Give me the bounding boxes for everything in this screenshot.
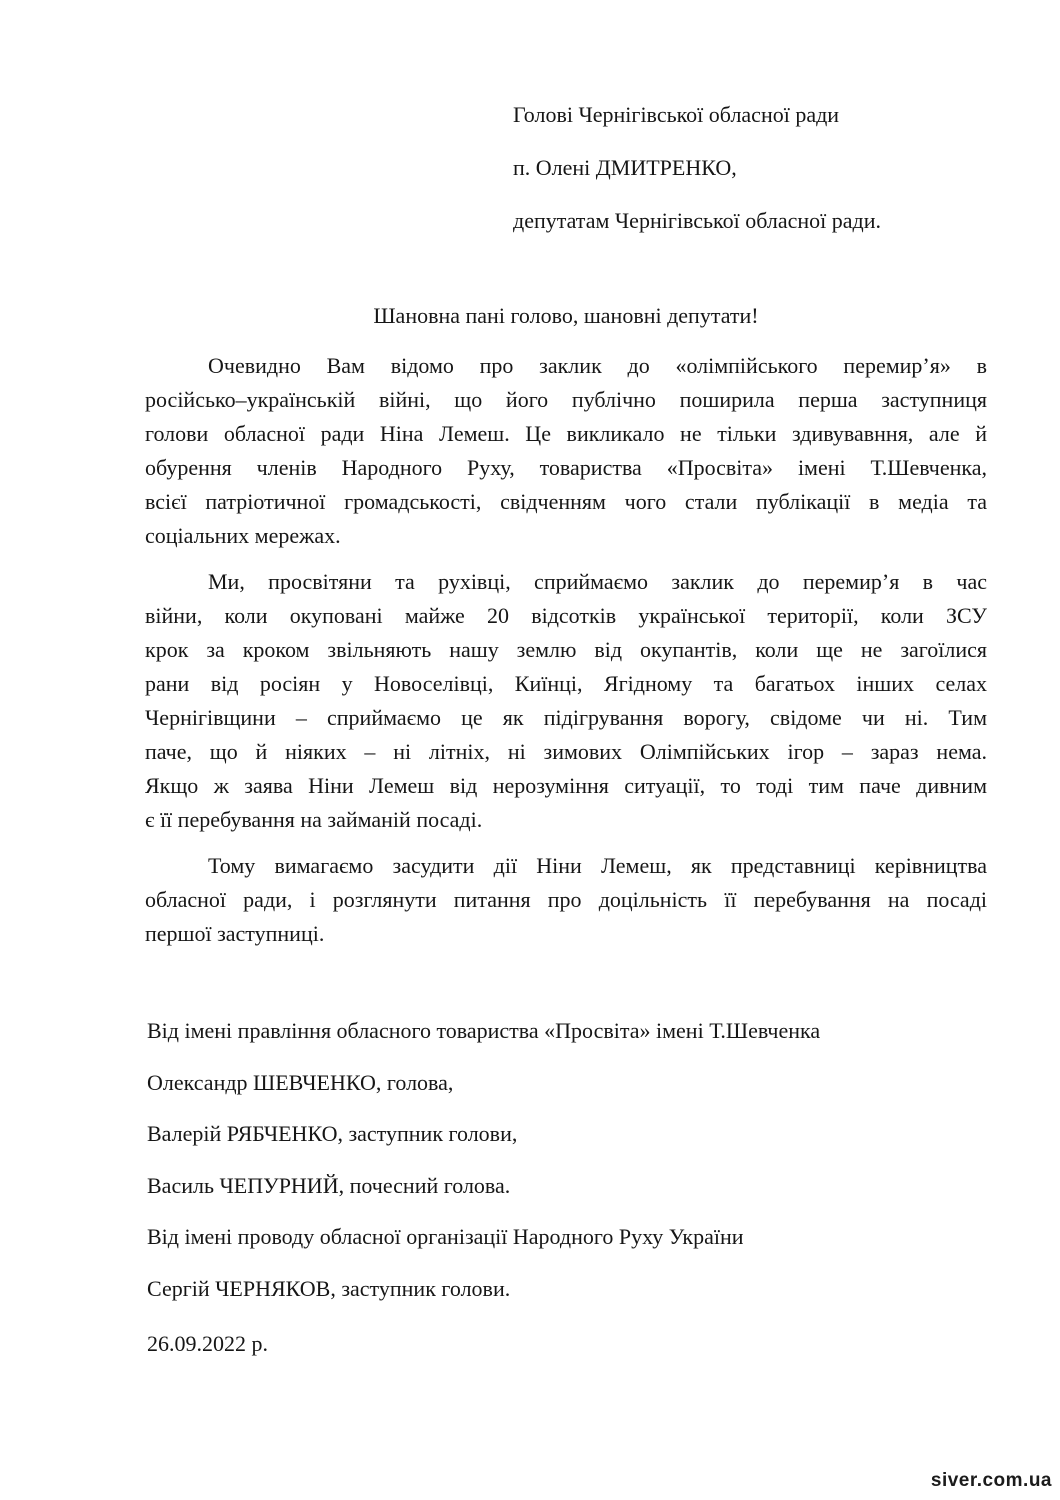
text-line: обласної ради, і розглянути питання про доцільність її перебування на посаді — [145, 887, 987, 912]
text-line: всієї патріотичної громадськості, свідченням чого стали публікації в медіа та — [145, 489, 987, 514]
text-line: Від імені правління обласного товариства «Просвіта» імені Т.Шевченка — [147, 1018, 821, 1043]
text-line: Чернігівщини – сприймаємо це як підігрування ворогу, свідоме чи ні. Тим — [145, 705, 987, 730]
paragraph-3 — [145, 849, 987, 951]
text-line: Якщо ж заява Ніни Лемеш від нерозуміння ситуації, то тоді тим паче дивним — [145, 773, 987, 798]
text-line: Олександр ШЕВЧЕНКО, голова, — [147, 1069, 454, 1095]
text-line: є її перебування на займаній посаді. — [145, 807, 483, 832]
text-line: Тому вимагаємо засудити дії Ніни Лемеш, як представниці керівництва — [208, 853, 987, 878]
text-line: Від імені проводу обласної організації Народного Руху України — [147, 1224, 744, 1249]
text-line: Очевидно Вам відомо про заклик до «олімпійського перемир’я» в — [208, 353, 987, 378]
text-line: Валерій РЯБЧЕНКО, заступник голови, — [147, 1121, 518, 1146]
text-line: соціальних мережах. — [145, 523, 341, 548]
text-line: паче, що й ніяких – ні літніх, ні зимових Олімпійських ігор – зараз нема. — [145, 739, 987, 764]
text-line: першої заступниці. — [145, 921, 325, 946]
site-watermark: siver.com.ua — [930, 1470, 1052, 1491]
text-line: обурення членів Народного Руху, товариства «Просвіта» імені Т.Шевченка, — [145, 455, 987, 480]
recipient-block — [513, 88, 881, 247]
salutation: Шановна пані голово, шановні депутати! — [373, 303, 759, 328]
text-line: п. Олені ДМИТРЕНКО, — [513, 155, 737, 180]
text-line: рани від росіян у Новоселівці, Киїнці, Ягідному та багатьох інших селах — [145, 671, 987, 696]
document-date: 26.09.2022 р. — [147, 1331, 268, 1356]
text-line: крок за кроком звільняють нашу землю від окупантів, коли ще не загоїлися — [145, 637, 987, 662]
text-line: Сергій ЧЕРНЯКОВ, заступник голови. — [147, 1275, 511, 1301]
signature-block — [147, 1005, 1007, 1314]
text-line: депутатам Чернігівської обласної ради. — [513, 208, 881, 233]
text-line: Голові Чернігівської обласної ради — [513, 102, 840, 127]
text-line: Василь ЧЕПУРНИЙ, почесний голова. — [147, 1172, 511, 1198]
text-line: Ми, просвітяни та рухівці, сприймаємо заклик до перемир’я в час — [208, 569, 987, 594]
paragraph-1 — [145, 349, 987, 553]
letter-body — [145, 349, 987, 963]
text-line: голови обласної ради Ніна Лемеш. Це викликало не тільки здивувавння, але й — [145, 421, 987, 446]
text-line: російсько–українській війні, що його публічно поширила перша заступниця — [145, 387, 987, 412]
text-line: війни, коли окуповані майже 20 відсотків української території, коли ЗСУ — [145, 603, 987, 628]
paragraph-2 — [145, 565, 987, 837]
